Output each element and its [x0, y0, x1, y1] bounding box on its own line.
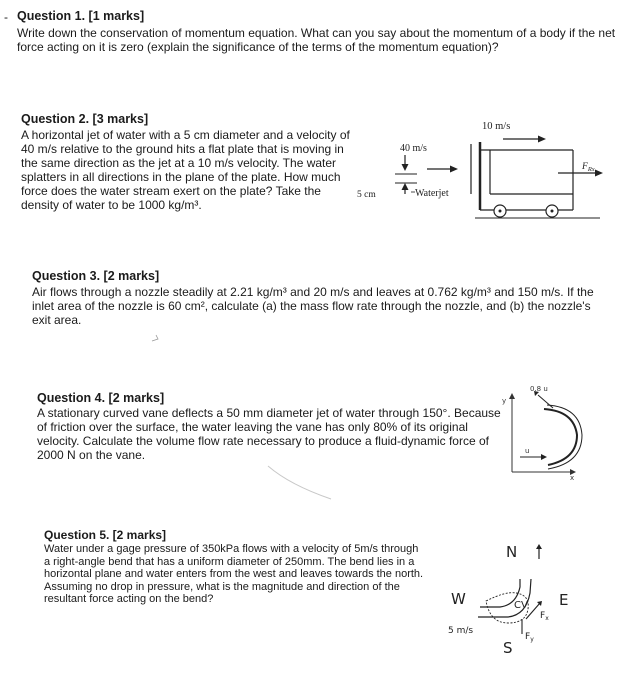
q4-title: Question 4. [2 marks]: [37, 391, 165, 405]
inlet-arrowhead: [541, 454, 547, 460]
y-axis-label: y: [502, 397, 507, 405]
q5-body: Water under a gage pressure of 350kPa flows with a velocity of 5m/s through a right-angle bend that has a uniform diameter of 250mm. The bend lies in a horizontal plane and water enters from the west and leaves towards the north. Assuming no drop in pressure, what is the magnitude and direction of the resultant force acting on the bend?: [44, 543, 424, 605]
q2-title: Question 2. [3 marks]: [21, 112, 149, 126]
q4-body: A stationary curved vane deflects a 50 mm diameter jet of water through 150°. Because of friction over the surface, the water leaving the vane has only 80% of its original velocity. Calculate the volume flow rate necessary to produce a fluid-dynamic force of 2000 N on the vane.: [37, 406, 501, 462]
q1-title: Question 1. [1 marks]: [17, 9, 145, 23]
inlet-velocity-label: u: [525, 447, 530, 455]
plate-velocity-label: 10 m/s: [482, 121, 511, 132]
jet-label: Waterjet: [415, 188, 449, 199]
y-axis-arrowhead: [509, 393, 515, 399]
cv-label: CV: [514, 600, 528, 611]
cart-wheel-hub-left: [499, 210, 502, 213]
plate-velocity-arrowhead: [538, 136, 546, 143]
west-label: W: [451, 590, 466, 608]
q3-title: Question 3. [2 marks]: [32, 269, 160, 283]
inlet-velocity-label: 5 m/s: [448, 626, 474, 636]
pencil-stroke: [265, 463, 335, 503]
q4-vane-figure: [498, 375, 598, 485]
force-arrowhead: [595, 170, 603, 177]
fy-label: $F_y$: [525, 632, 534, 643]
east-label: E: [559, 591, 569, 609]
curved-vane: [544, 409, 577, 465]
jet-bottom-arrowhead: [402, 183, 409, 190]
x-axis-label: x: [570, 474, 575, 482]
exit-velocity-label: 0.8 u: [530, 385, 548, 393]
north-arrowhead: [536, 544, 542, 549]
jet-velocity-label: 40 m/s: [400, 143, 427, 154]
south-label: S: [503, 639, 513, 657]
q1-body: Write down the conservation of momentum equation. What can you say about the momentum of a body if the net force acting on it is zero (explain the significance of the terms of the momentum equation)?: [17, 26, 616, 54]
q5-title: Question 5. [2 marks]: [44, 528, 167, 542]
jet-top-arrowhead: [402, 164, 409, 171]
exit-velocity-arrow: [538, 395, 553, 408]
bullet-marker: -: [4, 10, 8, 24]
q3-body: Air flows through a nozzle steadily at 2.21 kg/m³ and 20 m/s and leaves at 0.762 kg/m³ and 150 m/s. If the inlet area of the nozzle is 60 cm², calculate (a) the mass flow rate through the nozzle, and (b) the nozzle's exit area.: [32, 285, 594, 327]
fx-label: $F_x$: [540, 611, 549, 622]
jet-flow-arrowhead: [450, 166, 458, 173]
q2-body: A horizontal jet of water with a 5 cm diameter and a velocity of 40 m/s relative to the ground hits a flat plate that is moving in the same direction as the jet at a 10 m/s velocity. The water splatters in all directions in the plane of the plate. How much force does the water stream exert on the plate? Take the density of water to be 1000 kg/m³.: [21, 128, 350, 212]
q5-bend-figure: [430, 535, 590, 665]
cart-wheel-hub-right: [551, 210, 554, 213]
stray-mark: [150, 333, 166, 345]
force-label: $F_{Rx}$: [582, 162, 595, 173]
q2-jet-plate-figure: [355, 112, 605, 227]
north-label: N: [506, 543, 518, 561]
bend-outer-wall: [478, 579, 531, 617]
jet-diameter-label: 5 cm: [357, 190, 376, 200]
